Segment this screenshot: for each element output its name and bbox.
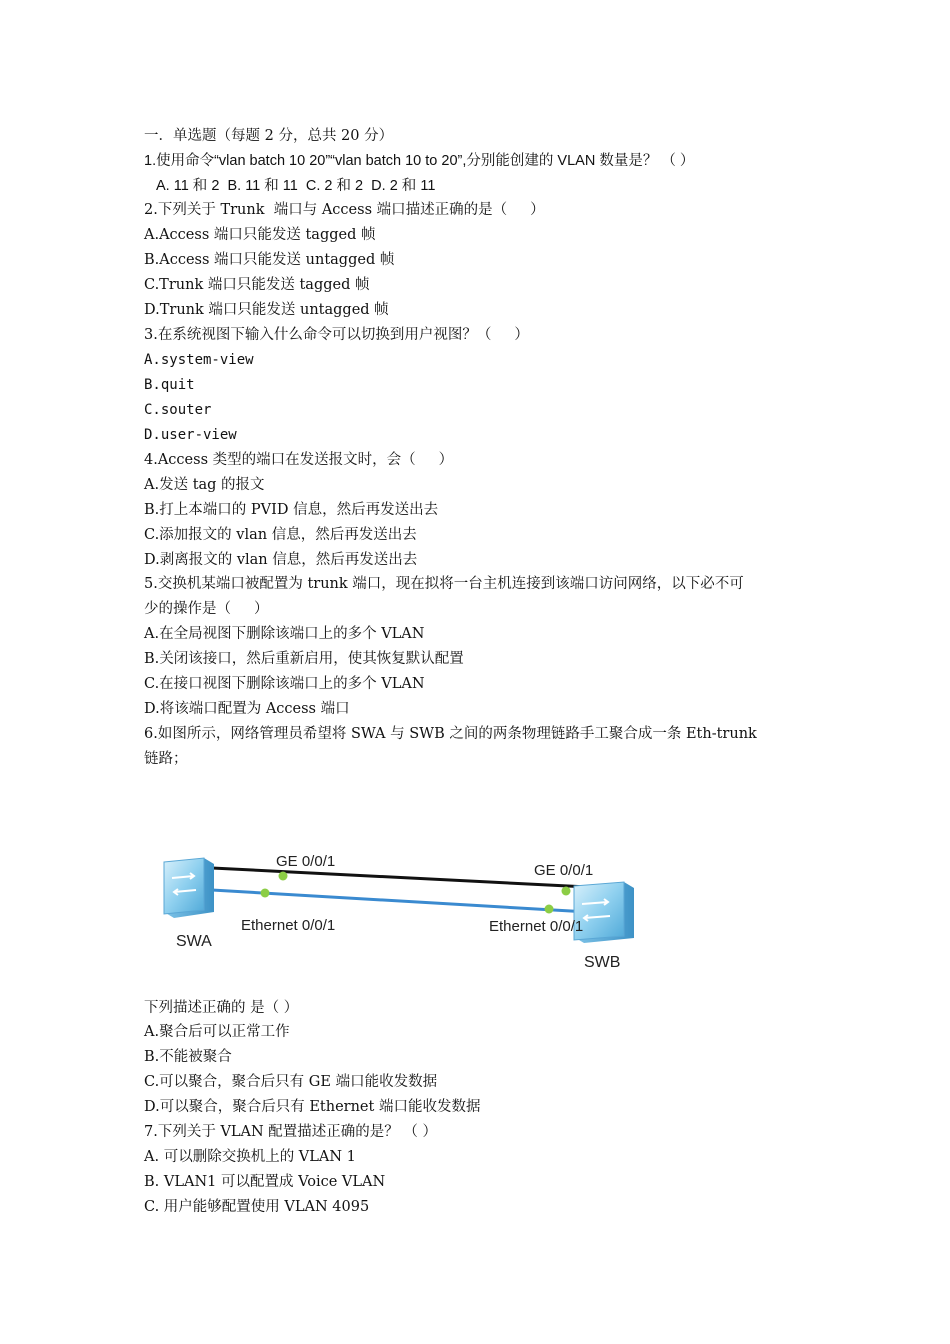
question-3-option-b: B.quit [144, 377, 195, 393]
question-6-stem: 6.如图所示，网络管理员希望将 SWA 与 SWB 之间的两条物理链路手工聚合成一条 Eth-trunk [144, 726, 757, 742]
question-5-option-b: B.关闭该接口，然后重新启用，使其恢复默认配置 [144, 651, 464, 667]
question-3-stem: 3.在系统视图下输入什么命令可以切换到用户视图？（ ） [144, 327, 529, 343]
swb-ge-port-dot [562, 887, 571, 896]
swa-ethernet-label: Ethernet 0/0/1 [241, 917, 336, 934]
question-6-option-a: A.聚合后可以正常工作 [144, 1024, 290, 1040]
swa-switch-icon [164, 858, 214, 918]
question-4-option-a: A.发送 tag 的报文 [144, 477, 265, 493]
question-1-stem: 1.使用命令“vlan batch 10 20”“vlan batch 10 to 20”,分别能创建的 VLAN 数量是？ （ ） [144, 153, 695, 169]
question-2-option-b: B.Access 端口只能发送 untagged 帧 [144, 252, 395, 268]
ge-link [212, 868, 588, 887]
question-2-option-d: D.Trunk 端口只能发送 untagged 帧 [144, 302, 389, 318]
question-3-option-c: C.souter [144, 402, 212, 418]
question-6-option-b: B.不能被聚合 [144, 1049, 232, 1065]
swa-ge-label: GE 0/0/1 [276, 853, 336, 870]
question-2-option-c: C.Trunk 端口只能发送 tagged 帧 [144, 277, 370, 293]
question-6-stem-continued: 链路； [144, 751, 188, 767]
question-2-stem: 2.下列关于 Trunk 端口与 Access 端口描述正确的是（ ） [144, 202, 545, 218]
question-7-option-c: C. 用户能够配置使用 VLAN 4095 [144, 1199, 370, 1215]
section-title: 一．单选题（每题 2 分，总共 20 分） [144, 128, 394, 144]
question-5-option-a: A.在全局视图下删除该端口上的多个 VLAN [144, 626, 425, 642]
question-5-stem: 5.交换机某端口被配置为 trunk 端口，现在拟将一台主机连接到该端口访问网络，以下必不可 [144, 576, 744, 592]
question-5-stem-continued: 少的操作是（ ） [144, 601, 269, 617]
question-2-option-a: A.Access 端口只能发送 tagged 帧 [144, 227, 376, 243]
question-7-option-a: A. 可以删除交换机上的 VLAN 1 [144, 1149, 356, 1165]
question-3-option-d: D.user-view [144, 427, 237, 443]
question-4-option-b: B.打上本端口的 PVID 信息，然后再发送出去 [144, 502, 439, 518]
swb-ge-label: GE 0/0/1 [534, 862, 594, 879]
network-diagram [150, 840, 650, 980]
question-1-options: A. 11 和 2 B. 11 和 11 C. 2 和 2 D. 2 和 11 [156, 178, 436, 194]
question-6-followup: 下列描述正确的 是（ ） [144, 1000, 299, 1016]
swb-eth-port-dot [545, 905, 554, 914]
question-6-option-d: D.可以聚合，聚合后只有 Ethernet 端口能收发数据 [144, 1099, 481, 1115]
question-7-option-b: B. VLAN1 可以配置成 Voice VLAN [144, 1174, 386, 1190]
question-7-stem: 7.下列关于 VLAN 配置描述正确的是？ （ ） [144, 1124, 438, 1140]
question-6-option-c: C.可以聚合，聚合后只有 GE 端口能收发数据 [144, 1074, 438, 1090]
swa-eth-port-dot [261, 889, 270, 898]
question-5-option-d: D.将该端口配置为 Access 端口 [144, 701, 350, 717]
swb-ethernet-label: Ethernet 0/0/1 [489, 918, 584, 935]
question-4-stem: 4.Access 类型的端口在发送报文时，会（ ） [144, 452, 454, 468]
question-4-option-c: C.添加报文的 vlan 信息，然后再发送出去 [144, 527, 417, 543]
swa-name-label: SWA [176, 933, 212, 950]
swa-ge-port-dot [279, 872, 288, 881]
question-4-option-d: D.剥离报文的 vlan 信息，然后再发送出去 [144, 552, 418, 568]
swb-name-label: SWB [584, 954, 621, 971]
question-3-option-a: A.system-view [144, 352, 254, 368]
question-5-option-c: C.在接口视图下删除该端口上的多个 VLAN [144, 676, 425, 692]
